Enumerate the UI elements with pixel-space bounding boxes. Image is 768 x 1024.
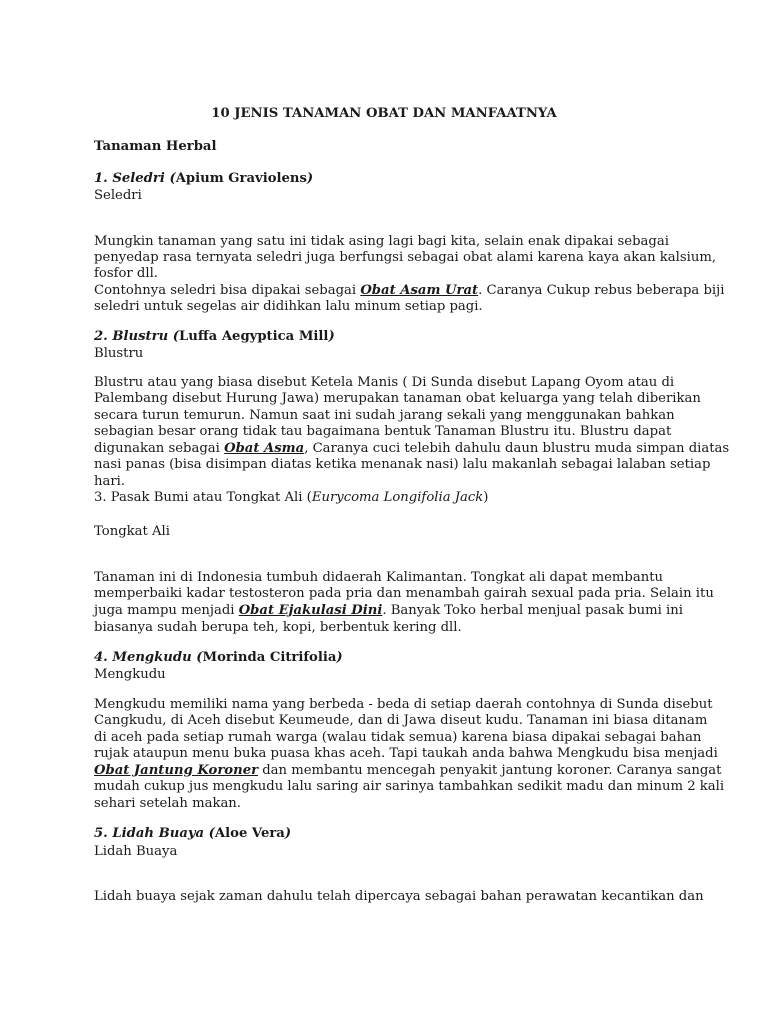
item-3-text: Tanaman ini di Indonesia tumbuh didaerah Kalimantan. Tongkat ali dapat membantu [94,570,664,585]
item-2-text: hari. [94,474,126,489]
item-4-text: mudah cukup jus mengkudu lalu saring air sarinya tambahkan sedikit madu dan minum 2 kali [94,779,725,794]
item-3-text: juga mampu menjadi Obat Ejakulasi Dini. Banyak Toko herbal menjual pasak bumi ini [94,603,683,618]
link-obat-ejakulasi-dini[interactable]: Obat Ejakulasi Dini [238,603,383,618]
item-4-heading: 4. Mengkudu (Morinda Citrifolia) [94,650,343,665]
item-5-text: Lidah buaya sejak zaman dahulu telah dipercaya sebagai bahan perawatan kecantikan dan [94,889,704,904]
item-4-text: Obat Jantung Koroner dan membantu mencegah penyakit jantung koroner. Caranya sangat [94,763,722,778]
section-heading: Tanaman Herbal [94,139,217,154]
item-2-text: nasi panas (bisa disimpan diatas ketika menanak nasi) lalu makanlah sebagai lalaban setiap [94,457,711,472]
item-4-text: di aceh pada setiap rumah warga (walau tidak semua) karena biasa dipakai sebagai bahan [94,730,702,745]
item-1-heading: 1. Seledri (Apium Graviolens) [94,171,314,186]
item-5-caption: Lidah Buaya [94,844,178,859]
item-5-heading: 5. Lidah Buaya (Aloe Vera) [94,826,292,841]
item-1-text: seledri untuk segelas air didihkan lalu minum setiap pagi. [94,299,483,314]
item-1-text: Mungkin tanaman yang satu ini tidak asing lagi bagi kita, selain enak dipakai sebagai [94,234,669,249]
item-3-text: memperbaiki kadar testosteron pada pria dan menambah gairah sexual pada pria. Selain itu [94,586,714,601]
item-1-text: penyedap rasa ternyata seledri juga berfungsi sebagai obat alami karena kaya akan kalsium, [94,250,717,265]
item-4-text: sehari setelah makan. [94,796,241,811]
item-2-text: Palembang disebut Hurung Jawa) merupakan tanaman obat keluarga yang telah diberikan [94,391,701,406]
item-4-text: Cangkudu, di Aceh disebut Keumeude, dan di Jawa diseut kudu. Tanaman ini biasa ditanam [94,713,708,728]
item-4-caption: Mengkudu [94,667,166,682]
item-2-caption: Blustru [94,346,144,361]
item-3-caption: Tongkat Ali [94,524,170,539]
document-title: 10 JENIS TANAMAN OBAT DAN MANFAATNYA [211,106,557,121]
item-1-caption: Seledri [94,188,142,203]
item-2-text: Blustru atau yang biasa disebut Ketela Manis ( Di Sunda disebut Lapang Oyom atau di [94,375,675,390]
item-2-text: sebagian besar orang tidak tau bagaimana bentuk Tanaman Blustru itu. Blustru dapat [94,424,672,439]
item-2-text: digunakan sebagai Obat Asma, Caranya cuci telebih dahulu daun blustru muda simpan diatas [94,441,730,456]
item-1-text: Contohnya seledri bisa dipakai sebagai Obat Asam Urat. Caranya Cukup rebus beberapa biji [94,283,725,298]
item-4-text: Mengkudu memiliki nama yang berbeda - beda di setiap daerah contohnya di Sunda disebut [94,697,713,712]
item-3-text: biasanya sudah berupa teh, kopi, berbentuk kering dll. [94,620,462,635]
item-3-heading: 3. Pasak Bumi atau Tongkat Ali (Eurycoma Longifolia Jack) [94,490,489,505]
item-2-text: secara turun temurun. Namun saat ini sudah jarang sekali yang menggunakan bahkan [94,408,675,423]
link-obat-asam-urat[interactable]: Obat Asam Urat [360,283,479,298]
item-2-heading: 2. Blustru (Luffa Aegyptica Mill) [94,329,335,344]
item-1-text: fosfor dll. [94,266,158,281]
link-obat-asma[interactable]: Obat Asma [224,441,305,456]
link-obat-jantung-koroner[interactable]: Obat Jantung Koroner [94,763,259,778]
item-4-text: rujak ataupun menu buka puasa khas aceh. Tapi taukah anda bahwa Mengkudu bisa menjadi [94,746,718,761]
